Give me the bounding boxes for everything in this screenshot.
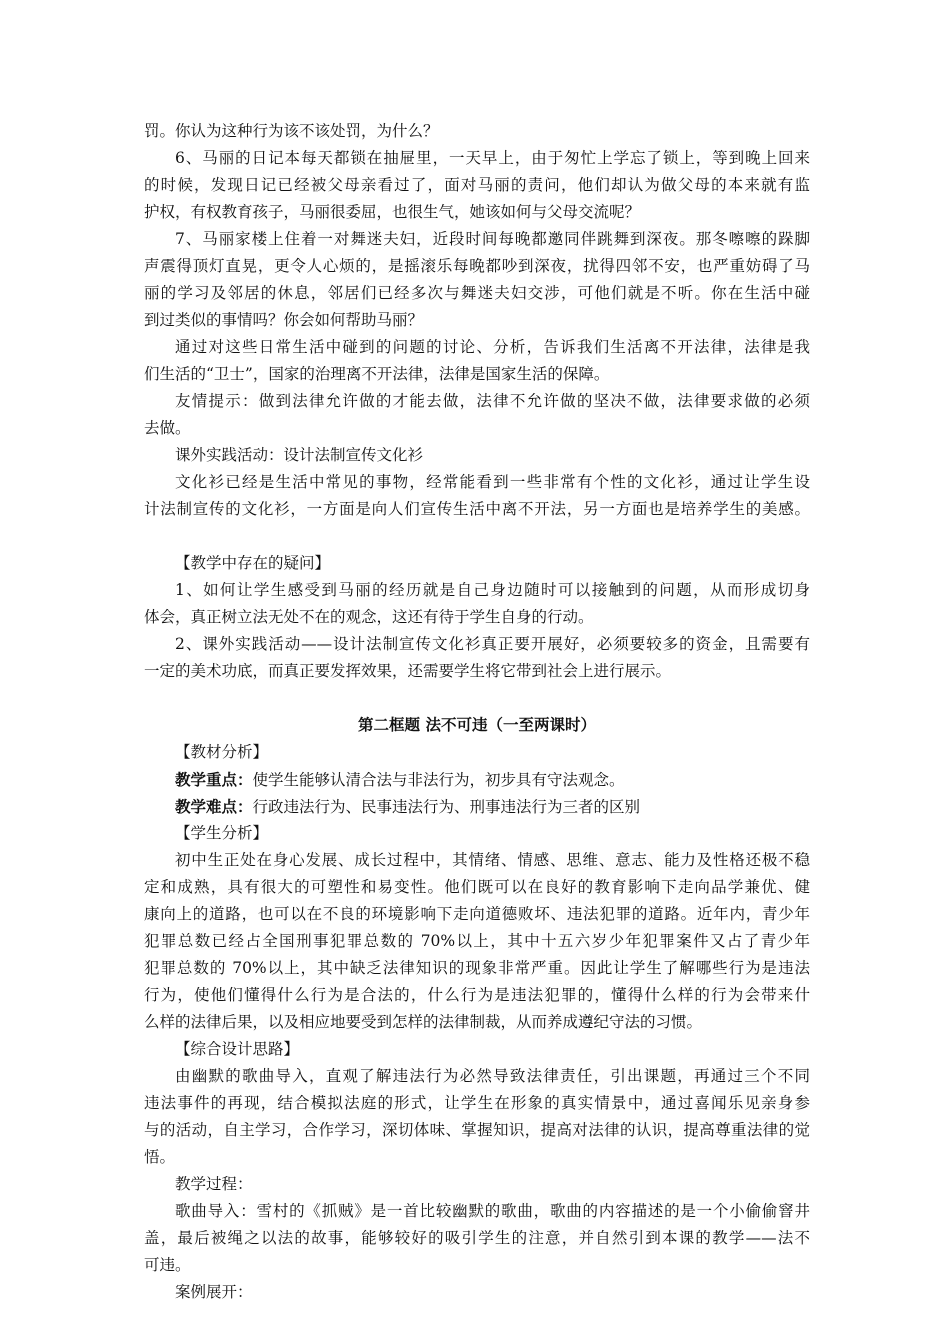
document-page	[144, 118, 810, 1306]
text-line: 到过类似的事情吗？你会如何帮助马丽？	[144, 311, 424, 329]
text-line: 去做。	[144, 419, 191, 437]
text-line: 1、如何让学生感受到马丽的经历就是自己身边随时可以接触到的问题，从而形成切身	[175, 581, 810, 599]
section-class-activities	[144, 118, 810, 523]
material-analysis-heading: 【教材分析】	[175, 743, 269, 761]
text-line: 可违。	[144, 1256, 191, 1274]
text-line: 友情提示：做到法律允许做的才能去做，法律不允许做的坚决不做，法律要求做的必须	[175, 392, 810, 410]
text-line: 护权，有权教育孩子，马丽很委屈，也很生气，她该如何与父母交流呢？	[144, 203, 641, 221]
text-line: 盖，最后被绳之以法的故事，能够较好的吸引学生的注意，并自然引到本课的教学——法不	[144, 1229, 810, 1247]
text-line: 悟。	[144, 1148, 176, 1166]
teaching-key-point	[144, 766, 810, 793]
text-line: 通过对这些日常生活中碰到的问题的讨论、分析，告诉我们生活离不开法律，法律是我	[175, 338, 810, 356]
text-line: 行为，使他们懂得什么行为是合法的，什么行为是违法犯罪的，懂得什么样的行为会带来什	[144, 986, 810, 1004]
section-teaching-doubts	[144, 577, 810, 685]
text-line: 们生活的“卫士”，国家的治理离不开法律，法律是国家生活的保障。	[144, 365, 610, 383]
text-line: 犯罪总数已经占全国刑事犯罪总数的 70%以上，其中十五六岁少年犯罪案件又占了青少年	[144, 932, 810, 950]
song-intro-paragraph	[144, 1198, 810, 1279]
teaching-difficulty	[144, 793, 810, 820]
blank-line	[144, 685, 810, 712]
student-analysis-heading: 【学生分析】	[175, 824, 269, 842]
text-line: 康向上的道路，也可以在不良的环境影响下走向道德败坏、违法犯罪的道路。近年内，青少年	[144, 905, 810, 923]
text-line: 6、马丽的日记本每天都锁在抽屉里，一天早上，由于匆忙上学忘了锁上，等到晚上回来	[175, 149, 810, 167]
blank-line	[144, 523, 810, 550]
text-line: 声震得顶灯直晃，更令人心烦的，是摇滚乐每晚都吵到深夜，扰得四邻不安，也严重妨碍了马	[144, 257, 810, 275]
text-line: 与的活动，自主学习，合作学习，深切体味、掌握知识，提高对法律的认识，提高尊重法律的觉	[144, 1121, 810, 1139]
text-line: 课外实践活动：设计法制宣传文化衫	[175, 446, 424, 464]
text-line: 的时候，发现日记已经被父母亲看过了，面对马丽的责问，他们却认为做父母的本来就有监	[144, 176, 810, 194]
text-line: 歌曲导入：雪村的《抓贼》是一首比较幽默的歌曲，歌曲的内容描述的是一个小偷偷窨井	[175, 1202, 810, 1220]
student-analysis-paragraph	[144, 847, 810, 1036]
text-line: 由幽默的歌曲导入，直观了解违法行为必然导致法律责任，引出课题，再通过三个不同	[175, 1067, 810, 1085]
text-line: 计法制宣传的文化衫，一方面是向人们宣传生活中离不开法，另一方面也是培养学生的美感。	[144, 500, 810, 518]
text-line: 定和成熟，具有很大的可塑性和易变性。他们既可以在良好的教育影响下走向品学兼优、健	[144, 878, 810, 896]
text-line: 7、马丽家楼上住着一对舞迷夫妇，近段时间每晚都邀同伴跳舞到深夜。那冬嚓嚓的跺脚	[175, 230, 810, 248]
text-line: 丽的学习及邻居的休息，邻居们已经多次与舞迷夫妇交涉，可他们就是不听。你在生活中碰	[144, 284, 810, 302]
text-line: 2、课外实践活动——设计法制宣传文化衫真正要开展好，必须要较多的资金，且需要有	[175, 635, 810, 653]
lesson-title: 第二框题 法不可违（一至两课时）	[358, 716, 596, 734]
design-paragraph	[144, 1063, 810, 1171]
teaching-key-label: 教学重点：	[175, 770, 253, 789]
teaching-difficulty-text: 行政违法行为、民事违法行为、刑事违法行为三者的区别	[252, 798, 641, 816]
process-label: 教学过程：	[175, 1175, 253, 1193]
case-label: 案例展开：	[175, 1283, 253, 1301]
text-line: 体会，真正树立法无处不在的观念，这还有待于学生自身的行动。	[144, 608, 594, 626]
design-heading: 【综合设计思路】	[175, 1040, 300, 1058]
text-line: 罚。你认为这种行为该不该处罚，为什么？	[144, 122, 439, 140]
text-line: 文化衫已经是生活中常见的事物，经常能看到一些非常有个性的文化衫，通过让学生设	[175, 473, 810, 491]
text-line: 违法事件的再现，结合模拟法庭的形式，让学生在形象的真实情景中，通过喜闻乐见亲身参	[144, 1094, 810, 1112]
teaching-key-text: 使学生能够认清合法与非法行为，初步具有守法观念。	[252, 771, 625, 789]
text-line: 犯罪总数的 70%以上，其中缺乏法律知识的现象非常严重。因此让学生了解哪些行为是违法	[144, 959, 810, 977]
text-line: 初中生正处在身心发展、成长过程中，其情绪、情感、思维、意志、能力及性格还极不稳	[175, 851, 810, 869]
text-line: 么样的法律后果，以及相应地要受到怎样的法律制裁，从而养成遵纪守法的习惯。	[144, 1013, 703, 1031]
doubts-heading: 【教学中存在的疑问】	[175, 554, 331, 572]
teaching-difficulty-label: 教学难点：	[175, 797, 253, 816]
text-line: 一定的美术功底，而真正要发挥效果，还需要学生将它带到社会上进行展示。	[144, 662, 672, 680]
